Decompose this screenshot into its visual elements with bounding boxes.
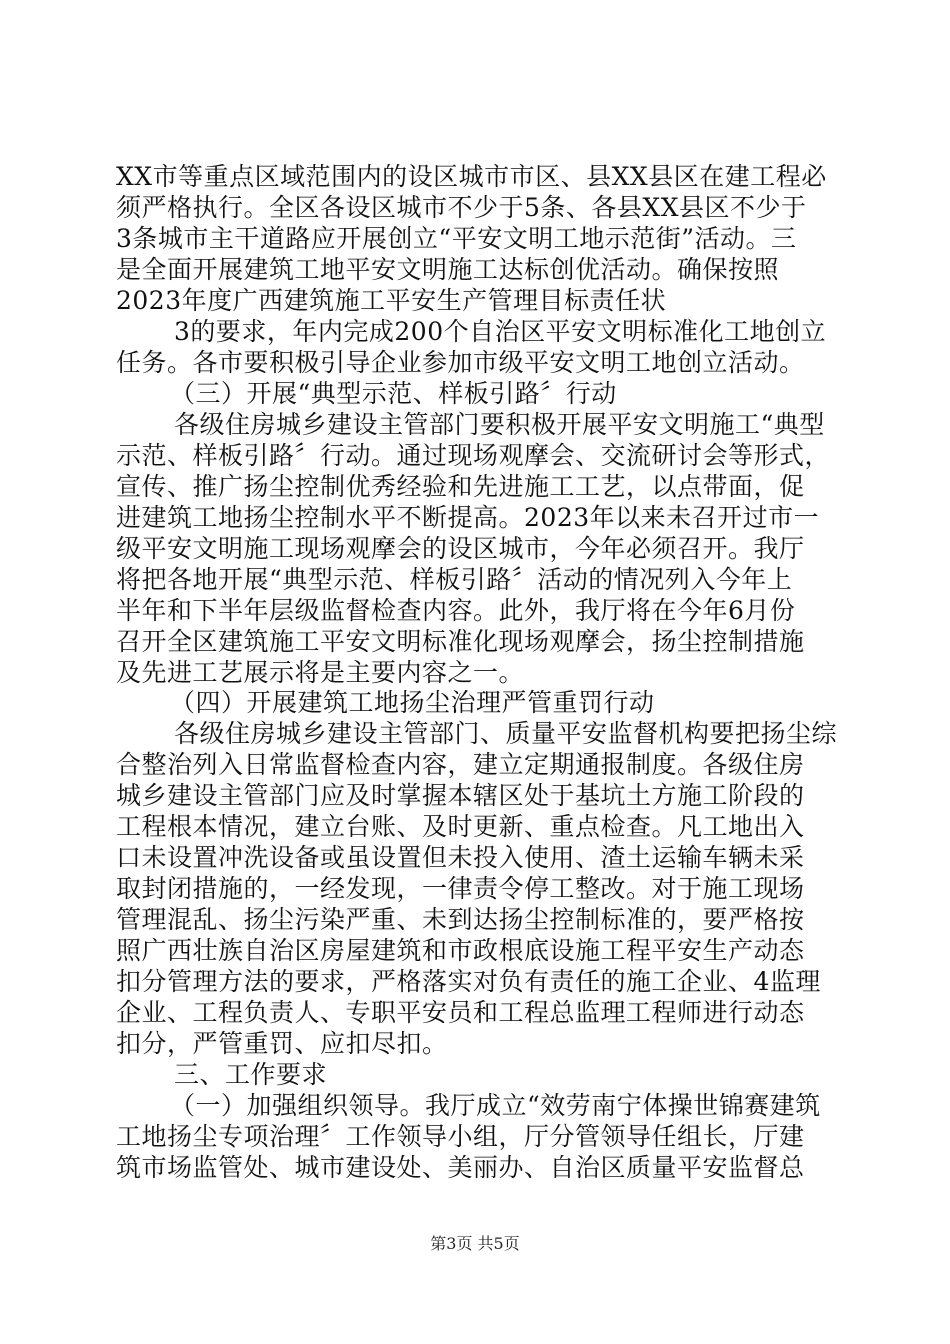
text-line: 召开全区建筑施工平安文明标准化现场观摩会，扬尘控制措施 — [116, 627, 805, 656]
text-line: 2023年度广西建筑施工平安生产管理目标责任状 — [116, 286, 667, 315]
text-line: 将把各地开展“典型示范、样板引路〞活动的情况列入今年上 — [116, 565, 793, 594]
text-line: 3的要求，年内完成200个自治区平安文明标准化工地创立 — [174, 317, 827, 346]
text-line: 任务。各市要积极引导企业参加市级平安文明工地创立活动。 — [116, 348, 805, 377]
text-line: 筑市场监管处、城市建设处、美丽办、自治区质量平安监督总 — [116, 1153, 805, 1182]
text-line: 须严格执行。全区各设区城市不少于5条、各县XX县区不少于 — [116, 193, 807, 222]
text-line: 扣分，严管重罚、应扣尽扣。 — [116, 1029, 448, 1058]
page-number-footer: 第3页 共5页 — [430, 1234, 520, 1253]
section-heading: （四）开展建筑工地扬尘治理严管重罚行动 — [170, 688, 655, 717]
text-line: 口未设置冲洗设备或虽设置但未投入使用、渣土运输车辆未采 — [116, 843, 805, 872]
text-line: 企业、工程负责人、专职平安员和工程总监理工程师进行动态 — [116, 998, 805, 1027]
text-line: 及先进工艺展示将是主要内容之一。 — [116, 658, 525, 687]
text-line: 3条城市主干道路应开展创立“平安文明工地示范街”活动。三 — [116, 224, 797, 253]
text-line: 取封闭措施的，一经发现，一律责令停工整改。对于施工现场 — [116, 874, 805, 903]
text-line: 半年和下半年层级监督检查内容。此外，我厅将在今年6月份 — [116, 596, 796, 625]
text-line: 工地扬尘专项治理〞工作领导小组，厅分管领导任组长，厅建 — [116, 1122, 805, 1151]
text-line: 各级住房城乡建设主管部门要积极开展平安文明施工“典型 — [174, 410, 825, 439]
text-line: 进建筑工地扬尘控制水平不断提高。2023年以来未召开过市一 — [116, 503, 820, 532]
text-line: 各级住房城乡建设主管部门、质量平安监督机构要把扬尘综 — [174, 719, 838, 748]
text-line: 城乡建设主管部门应及时掌握本辖区处于基坑土方施工阶段的 — [116, 781, 805, 810]
text-line: 是全面开展建筑工地平安文明施工达标创优活动。确保按照 — [116, 255, 780, 284]
text-line: 工程根本情况，建立台账、及时更新、重点检查。凡工地出入 — [116, 812, 805, 841]
section-heading: 三、工作要求 — [174, 1060, 328, 1089]
text-line: XX市等重点区域范围内的设区城市市区、县XX县区在建工程必 — [116, 162, 827, 191]
text-line: 照广西壮族自治区房屋建筑和市政根底设施工程平安生产动态 — [116, 936, 805, 965]
text-line: （一）加强组织领导。我厅成立“效劳南宁体操世锦赛建筑 — [170, 1091, 821, 1120]
text-line: 合整治列入日常监督检查内容，建立定期通报制度。各级住房 — [116, 750, 805, 779]
text-line: 管理混乱、扬尘污染严重、未到达扬尘控制标准的，要严格按 — [116, 905, 805, 934]
text-line: 级平安文明施工现场观摩会的设区城市，今年必须召开。我厅 — [116, 534, 805, 563]
text-line: 扣分管理方法的要求，严格落实对负有责任的施工企业、4监理 — [116, 967, 821, 996]
section-heading: （三）开展“典型示范、样板引路〞行动 — [170, 379, 617, 408]
text-line: 宣传、推广扬尘控制优秀经验和先进施工工艺，以点带面，促 — [116, 472, 805, 501]
text-line: 示范、样板引路〞行动。通过现场观摩会、交流研讨会等形式， — [116, 441, 831, 470]
